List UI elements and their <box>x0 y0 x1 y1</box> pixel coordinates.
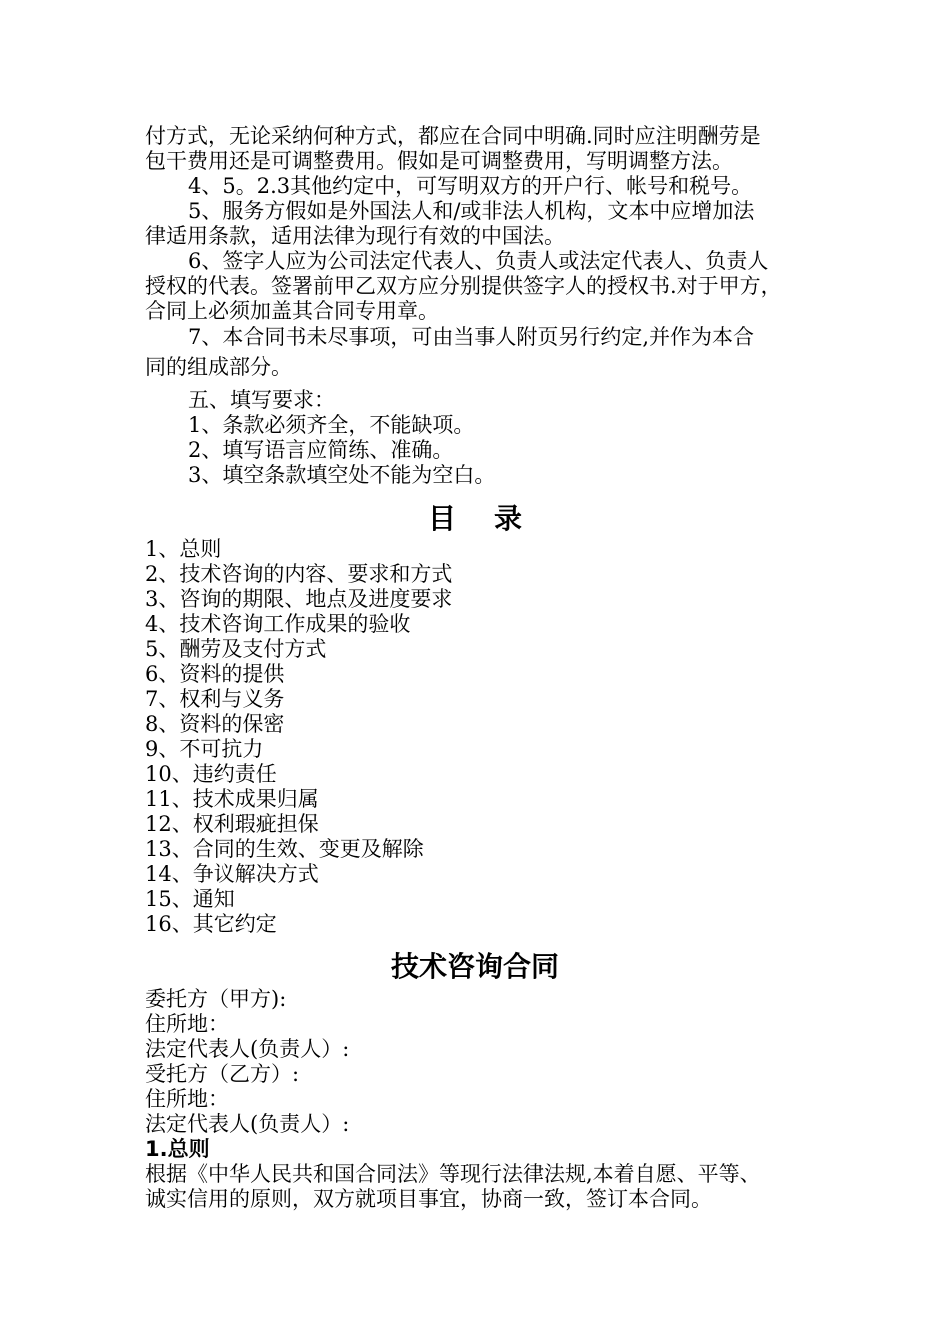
instruction-line: 包干费用还是可调整费用。假如是可调整费用，写明调整方法。 <box>145 149 733 173</box>
toc-item: 14、争议解决方式 <box>145 862 319 886</box>
toc-item: 1、总则 <box>145 537 222 561</box>
toc-title: 目录 <box>427 502 560 535</box>
toc-item: 8、资料的保密 <box>145 712 285 736</box>
party-field: 住所地： <box>145 1087 229 1111</box>
section-paragraph-line: 根据《中华人民共和国合同法》等现行法律法规,本着自愿、平等、 <box>145 1162 761 1186</box>
toc-item: 11、技术成果归属 <box>145 787 319 811</box>
toc-item: 15、通知 <box>145 887 235 911</box>
fill-requirement-item: 1、条款必须齐全，不能缺项。 <box>188 413 475 437</box>
contract-title: 技术咨询合同 <box>390 950 559 983</box>
toc-item: 2、技术咨询的内容、要求和方式 <box>145 562 453 586</box>
party-field: 住所地： <box>145 1012 229 1036</box>
toc-item: 4、技术咨询工作成果的验收 <box>145 612 411 636</box>
fill-requirement-item: 3、填空条款填空处不能为空白。 <box>188 463 496 487</box>
instruction-line: 4、5。2.3其他约定中，可写明双方的开户行、帐号和税号。 <box>188 174 753 198</box>
instruction-line: 合同上必须加盖其合同专用章。 <box>145 299 439 323</box>
instruction-line: 6、签字人应为公司法定代表人、负责人或法定代表人、负责人 <box>188 249 769 273</box>
toc-item: 12、权利瑕疵担保 <box>145 812 319 836</box>
party-field: 受托方（乙方）: <box>145 1062 300 1086</box>
toc-item: 16、其它约定 <box>145 912 277 936</box>
instruction-line: 授权的代表。签署前甲乙双方应分别提供签字人的授权书.对于甲方， <box>145 274 782 298</box>
party-field: 法定代表人(负责人）: <box>145 1037 350 1061</box>
party-field: 法定代表人(负责人）: <box>145 1112 350 1136</box>
instruction-line: 7、本合同书未尽事项，可由当事人附页另行约定,并作为本合 <box>188 325 755 349</box>
toc-item: 5、酬劳及支付方式 <box>145 637 327 661</box>
fill-requirements-heading: 五、填写要求： <box>188 388 335 412</box>
toc-item: 10、违约责任 <box>145 762 277 786</box>
instruction-line: 同的组成部分。 <box>145 355 292 379</box>
toc-item: 13、合同的生效、变更及解除 <box>145 837 424 861</box>
toc-item: 7、权利与义务 <box>145 687 285 711</box>
fill-requirement-item: 2、填写语言应简练、准确。 <box>188 438 454 462</box>
section-paragraph-line: 诚实信用的原则，双方就项目事宜，协商一致，签订本合同。 <box>145 1187 712 1211</box>
toc-item: 3、咨询的期限、地点及进度要求 <box>145 587 453 611</box>
section-heading: 1.总则 <box>145 1137 210 1161</box>
party-field: 委托方（甲方): <box>145 987 287 1011</box>
instruction-line: 5、服务方假如是外国法人和/或非法人机构，文本中应增加法 <box>188 199 755 223</box>
instruction-line: 付方式，无论采纳何种方式，都应在合同中明确.同时应注明酬劳是 <box>145 124 761 148</box>
toc-item: 9、不可抗力 <box>145 737 264 761</box>
toc-item: 6、资料的提供 <box>145 662 285 686</box>
instruction-line: 律适用条款，适用法律为现行有效的中国法。 <box>145 224 565 248</box>
